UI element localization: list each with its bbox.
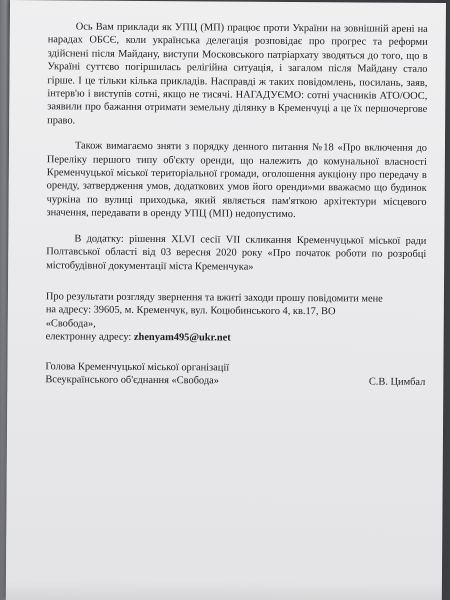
signatory-title-line-2: Всеукраїнського об'єднання «Свобода» bbox=[45, 374, 219, 387]
letter-body bbox=[46, 20, 428, 346]
paragraph-agenda-item-18: Також вимагаємо зняти з порядку денного питання №18 «Про включення до Переліку першого типу об'єкту оренди, що належить до комунальної власності Кременчуцької міської територіальної громади, оголошення аукціону про передачу в оренду, затвердження умов, додаткових умов його оренди»ми вважаємо що будинок чуркіна по вулиці приходька, який являється пам'яткою архітектури місцевого значення, передавати в оренду УПЦ (МП) недопустимо. bbox=[46, 140, 428, 221]
request-line-1: Про результати розгляду звернення та вжиті заходи прошу повідомити мене bbox=[45, 291, 383, 305]
request-line-2: на адресу: 39605, м. Кременчук, вул. Коцюбинського 4, кв.17, ВО bbox=[45, 304, 336, 318]
email-line bbox=[46, 330, 426, 346]
signatory-title-line-1: Голова Кременчуцької міської організації bbox=[45, 361, 230, 374]
email-label: електронну адресу: bbox=[45, 331, 132, 343]
signature-block bbox=[45, 360, 425, 389]
signatory-name: С.В. Цимбал bbox=[368, 376, 426, 389]
request-line-3: «Свобода», bbox=[45, 317, 96, 330]
page-shadow bbox=[6, 580, 442, 600]
email-address: zhenyam495@ukr.net bbox=[133, 331, 231, 344]
paragraph-upc-examples: Ось Вам приклади як УПЦ (МП) працює проти України на зовнішній арені на нарадах ОБСЄ, коли українська делегація розповідає про прогрес та реформи здійснені після Майдану, виступи Московського патріархату зводяться до того, що в Україні суттєво погіршилась релігійна ситуація, і загалом після Майдану стало гірше. І це тільки кілька прикладів. Насправді ж таких повідомлень, посилань, заяв, інтерв'ю і виступів сотні, якщо не тисячі. НАГАДУЄМО: сотні учасників АТО/ООС, заявили про бажання отримати земельну ділянку в Кременчуці а це їх першочергове право. bbox=[47, 21, 428, 127]
paragraph-attachment: В додатку: рішення XLVI сесії VII скликання Кременчуцької міської ради Полтавської області від 03 вересня 2020 року «Про початок роботи по розробці містобудівної документації міста Кременчука» bbox=[46, 233, 427, 273]
response-request bbox=[46, 290, 426, 346]
document-page bbox=[6, 0, 446, 600]
